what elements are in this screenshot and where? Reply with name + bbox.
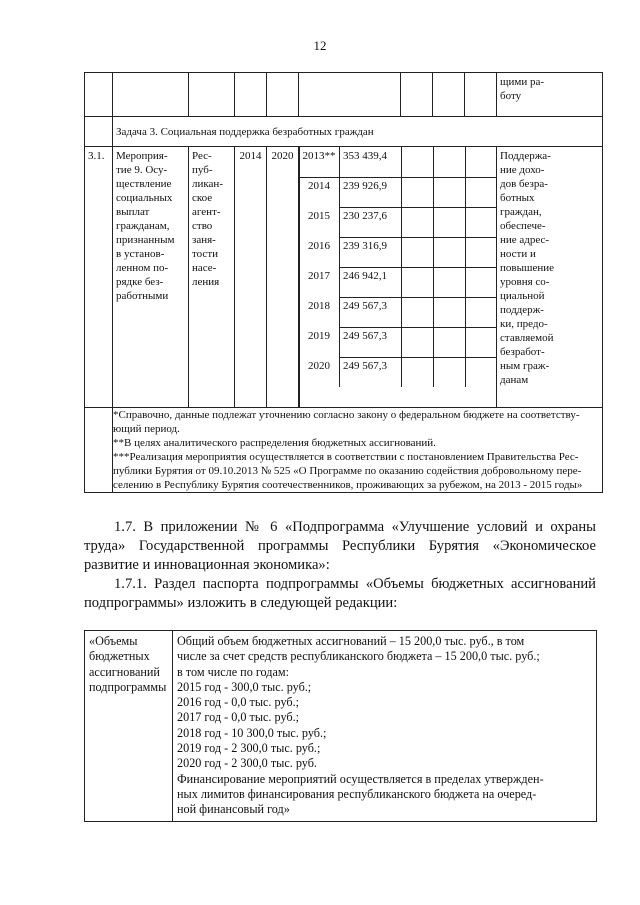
footnote: *Справочно, данные подлежат уточнению согласно закону о федеральном бюджете на соответству- ющий период. [113, 409, 580, 435]
budget-label: «Объемы бюджетных ассигнований подпрограммы [85, 631, 173, 822]
budget-line: Финансирование мероприятий осуществляется в пределах утвержден- [177, 771, 544, 786]
grid-row-line [339, 327, 496, 328]
budget-line: ных лимитов финансирования республиканского бюджета на очеред- [177, 786, 537, 801]
amount-cell: 246 942,1 [343, 270, 387, 282]
year-cell: 2017 [308, 270, 330, 282]
result-text: Поддержа- ние дохо- дов безра- ботных граждан, обеспече- ние адрес- ности и повышение уровня со- циальной поддерж- ки, предо- ставляемой безработ- ным граж- данам [497, 147, 603, 408]
budget-line: 2020 год - 2 300,0 тыс. руб. [177, 756, 317, 771]
budget-line: Общий объем бюджетных ассигнований – 15 200,0 тыс. руб., в том [177, 634, 525, 648]
budget-line: числе за счет средств республиканского бюджета – 15 200,0 тыс. руб.; [177, 649, 540, 664]
carry-over-row [85, 73, 603, 117]
budget-line: 2018 год - 10 300,0 тыс. руб.; [177, 725, 327, 740]
amount-cell: 353 439,4 [343, 150, 387, 162]
grid-row-line [339, 297, 496, 298]
budget-line: в том числе по годам: [177, 664, 289, 679]
amount-cell: 239 316,9 [343, 240, 387, 252]
grid-row-line [299, 177, 496, 178]
executor: Рес- пуб- ликан- ское агент- ство заня- тости насе- ления [189, 147, 235, 408]
year-cell: 2013** [302, 150, 336, 162]
footnote-row [85, 408, 603, 493]
footnote: **В целях аналитического распределения бюджетных ассигнований. [113, 437, 436, 449]
page-number: 12 [313, 38, 327, 53]
end-year: 2020 [267, 147, 299, 408]
footnote: ***Реализация мероприятия осуществляется в соответствии с постановлением Правительства Рес- публики Бурятия от 09.10.2013 № 525 «О Программе по оказанию содействия добровольному пере- селению в Республику Бурятия соотечественников, проживающих за рубежом, на 2013 - 2015 годы» [113, 451, 583, 491]
budget-line: ной финансовый год» [177, 802, 290, 817]
program-table [84, 72, 603, 493]
task-header-row [85, 117, 603, 147]
year-cell: 2015 [308, 210, 330, 222]
task-header: Задача 3. Социальная поддержка безработных граждан [113, 117, 603, 147]
grid-row-line [339, 357, 496, 358]
year-cell: 2014 [308, 180, 330, 192]
measure-name: Мероприя- тие 9. Осу- ществление социальных выплат гражданам, признанным в установ- ленном по- рядке без- работными [113, 147, 189, 408]
budget-line: 2019 год - 2 300,0 тыс. руб.; [177, 741, 321, 756]
budget-content [173, 631, 597, 822]
grid-row-line [339, 207, 496, 208]
budget-line: 2016 год - 0,0 тыс. руб.; [177, 695, 300, 710]
year-cell: 2020 [308, 360, 330, 372]
row-number: 3.1. [85, 147, 113, 408]
amount-cell: 239 926,9 [343, 180, 387, 192]
amount-cell: 249 567,3 [343, 300, 387, 312]
budget-passport-table [84, 630, 597, 822]
footnotes [113, 408, 603, 493]
budget-line: 2015 год - 300,0 тыс. руб.; [177, 679, 312, 694]
paragraph-1: 1.7. В приложении № 6 «Подпрограмма «Улучшение условий и охраны труда» Государственной программы Республики Бурятия «Экономическое развитие и инновационная экономика»: [84, 519, 596, 573]
budget-line: 2017 год - 0,0 тыс. руб.; [177, 710, 300, 725]
start-year: 2014 [235, 147, 267, 408]
year-cell: 2016 [308, 240, 330, 252]
paragraph-2: 1.7.1. Раздел паспорта подпрограммы «Объемы бюджетных ассигнований подпрограммы» изложить в следующей редакции: [84, 576, 596, 611]
measure-row [85, 147, 603, 408]
grid-row-line [339, 237, 496, 238]
carry-over-cell: щими ра- боту [497, 73, 603, 117]
amount-cell: 230 237,6 [343, 210, 387, 222]
amount-cell: 249 567,3 [343, 360, 387, 372]
amount-cell: 249 567,3 [343, 330, 387, 342]
years-grid [299, 147, 497, 408]
year-cell: 2019 [308, 330, 330, 342]
grid-row-line [339, 267, 496, 268]
year-cell: 2018 [308, 300, 330, 312]
